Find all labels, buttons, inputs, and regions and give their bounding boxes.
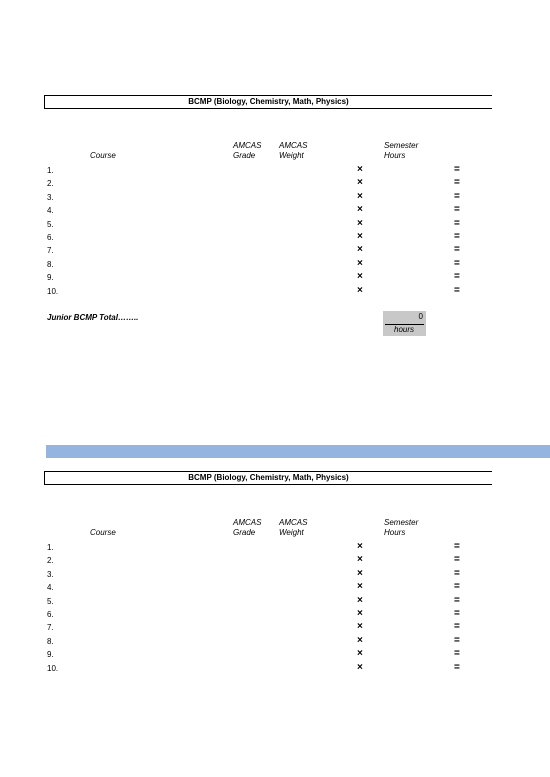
row-number: 10. xyxy=(47,286,59,296)
equals-icon: = xyxy=(454,231,460,242)
section2-title: BCMP (Biology, Chemistry, Math, Physics) xyxy=(44,471,492,485)
row-number: 2. xyxy=(47,556,54,566)
course-row[interactable] xyxy=(0,608,550,621)
multiply-icon: × xyxy=(357,217,363,229)
equals-icon: = xyxy=(454,271,460,283)
course-row[interactable] xyxy=(0,191,550,204)
section1-title: BCMP (Biology, Chemistry, Math, Physics) xyxy=(44,95,492,109)
equals-icon: = xyxy=(454,594,460,606)
course-row[interactable] xyxy=(0,271,550,284)
row-number: 8. xyxy=(47,259,54,269)
multiply-icon: × xyxy=(357,648,363,660)
course-row[interactable] xyxy=(0,621,550,634)
section2-course-header: Course xyxy=(90,528,116,537)
multiply-icon: × xyxy=(357,204,363,216)
row-number: 4. xyxy=(47,206,54,216)
row-number: 8. xyxy=(47,636,54,646)
equals-icon: = xyxy=(454,554,460,566)
section1-course-header: Course xyxy=(90,151,116,160)
row-number: 5. xyxy=(47,596,54,606)
section1-amcas-weight-header: AMCAS Weight xyxy=(279,141,308,160)
course-row[interactable] xyxy=(0,164,550,177)
multiply-icon: × xyxy=(357,567,363,579)
junior-bcmp-total-label: Junior BCMP Total…….. xyxy=(47,313,139,322)
course-row[interactable] xyxy=(0,554,550,567)
equals-icon: = xyxy=(454,204,460,216)
multiply-icon: × xyxy=(357,594,363,606)
section2-semester-hours-header: Semester Hours xyxy=(384,518,419,537)
section1-semester-hours-header: Semester Hours xyxy=(384,141,419,160)
section-separator-band xyxy=(46,445,550,458)
total-unit: hours xyxy=(394,325,415,334)
equals-icon: = xyxy=(454,541,460,552)
multiply-icon: × xyxy=(357,634,363,646)
row-number: 5. xyxy=(47,219,54,229)
equals-icon: = xyxy=(454,190,460,202)
multiply-icon: × xyxy=(357,284,363,296)
multiply-icon: × xyxy=(357,257,363,269)
multiply-icon: × xyxy=(357,621,363,633)
equals-icon: = xyxy=(454,284,460,296)
course-row[interactable] xyxy=(0,541,550,554)
equals-icon: = xyxy=(454,257,460,269)
row-number: 9. xyxy=(47,650,54,660)
equals-icon: = xyxy=(454,648,460,660)
equals-icon: = xyxy=(454,164,460,175)
multiply-icon: × xyxy=(357,608,363,619)
course-row[interactable] xyxy=(0,285,550,298)
row-number: 7. xyxy=(47,246,54,256)
total-value: 0 xyxy=(418,312,423,321)
equals-icon: = xyxy=(454,581,460,593)
equals-icon: = xyxy=(454,608,460,619)
section1-amcas-grade-header: AMCAS Grade xyxy=(233,141,262,160)
multiply-icon: × xyxy=(357,661,363,673)
equals-icon: = xyxy=(454,244,460,256)
row-number: 6. xyxy=(47,610,54,619)
course-row[interactable] xyxy=(0,258,550,271)
multiply-icon: × xyxy=(357,231,363,242)
junior-bcmp-total-cell[interactable] xyxy=(383,311,426,336)
course-row[interactable] xyxy=(0,581,550,594)
row-number: 4. xyxy=(47,583,54,593)
course-row[interactable] xyxy=(0,662,550,675)
course-row[interactable] xyxy=(0,231,550,244)
multiply-icon: × xyxy=(357,541,363,552)
course-row[interactable] xyxy=(0,648,550,661)
course-row[interactable] xyxy=(0,244,550,257)
course-row[interactable] xyxy=(0,204,550,217)
row-number: 3. xyxy=(47,569,54,579)
course-row[interactable] xyxy=(0,177,550,190)
multiply-icon: × xyxy=(357,190,363,202)
equals-icon: = xyxy=(454,634,460,646)
multiply-icon: × xyxy=(357,581,363,593)
row-number: 9. xyxy=(47,273,54,283)
multiply-icon: × xyxy=(357,554,363,566)
row-number: 3. xyxy=(47,192,54,202)
row-number: 1. xyxy=(47,543,54,552)
multiply-icon: × xyxy=(357,271,363,283)
equals-icon: = xyxy=(454,177,460,189)
section2-amcas-weight-header: AMCAS Weight xyxy=(279,518,308,537)
row-number: 10. xyxy=(47,663,59,673)
multiply-icon: × xyxy=(357,244,363,256)
course-row[interactable] xyxy=(0,635,550,648)
course-row[interactable] xyxy=(0,595,550,608)
equals-icon: = xyxy=(454,661,460,673)
row-number: 1. xyxy=(47,166,54,175)
equals-icon: = xyxy=(454,217,460,229)
multiply-icon: × xyxy=(357,164,363,175)
multiply-icon: × xyxy=(357,177,363,189)
course-row[interactable] xyxy=(0,568,550,581)
section2-amcas-grade-header: AMCAS Grade xyxy=(233,518,262,537)
row-number: 6. xyxy=(47,233,54,242)
equals-icon: = xyxy=(454,621,460,633)
row-number: 7. xyxy=(47,623,54,633)
equals-icon: = xyxy=(454,567,460,579)
row-number: 2. xyxy=(47,179,54,189)
course-row[interactable] xyxy=(0,218,550,231)
